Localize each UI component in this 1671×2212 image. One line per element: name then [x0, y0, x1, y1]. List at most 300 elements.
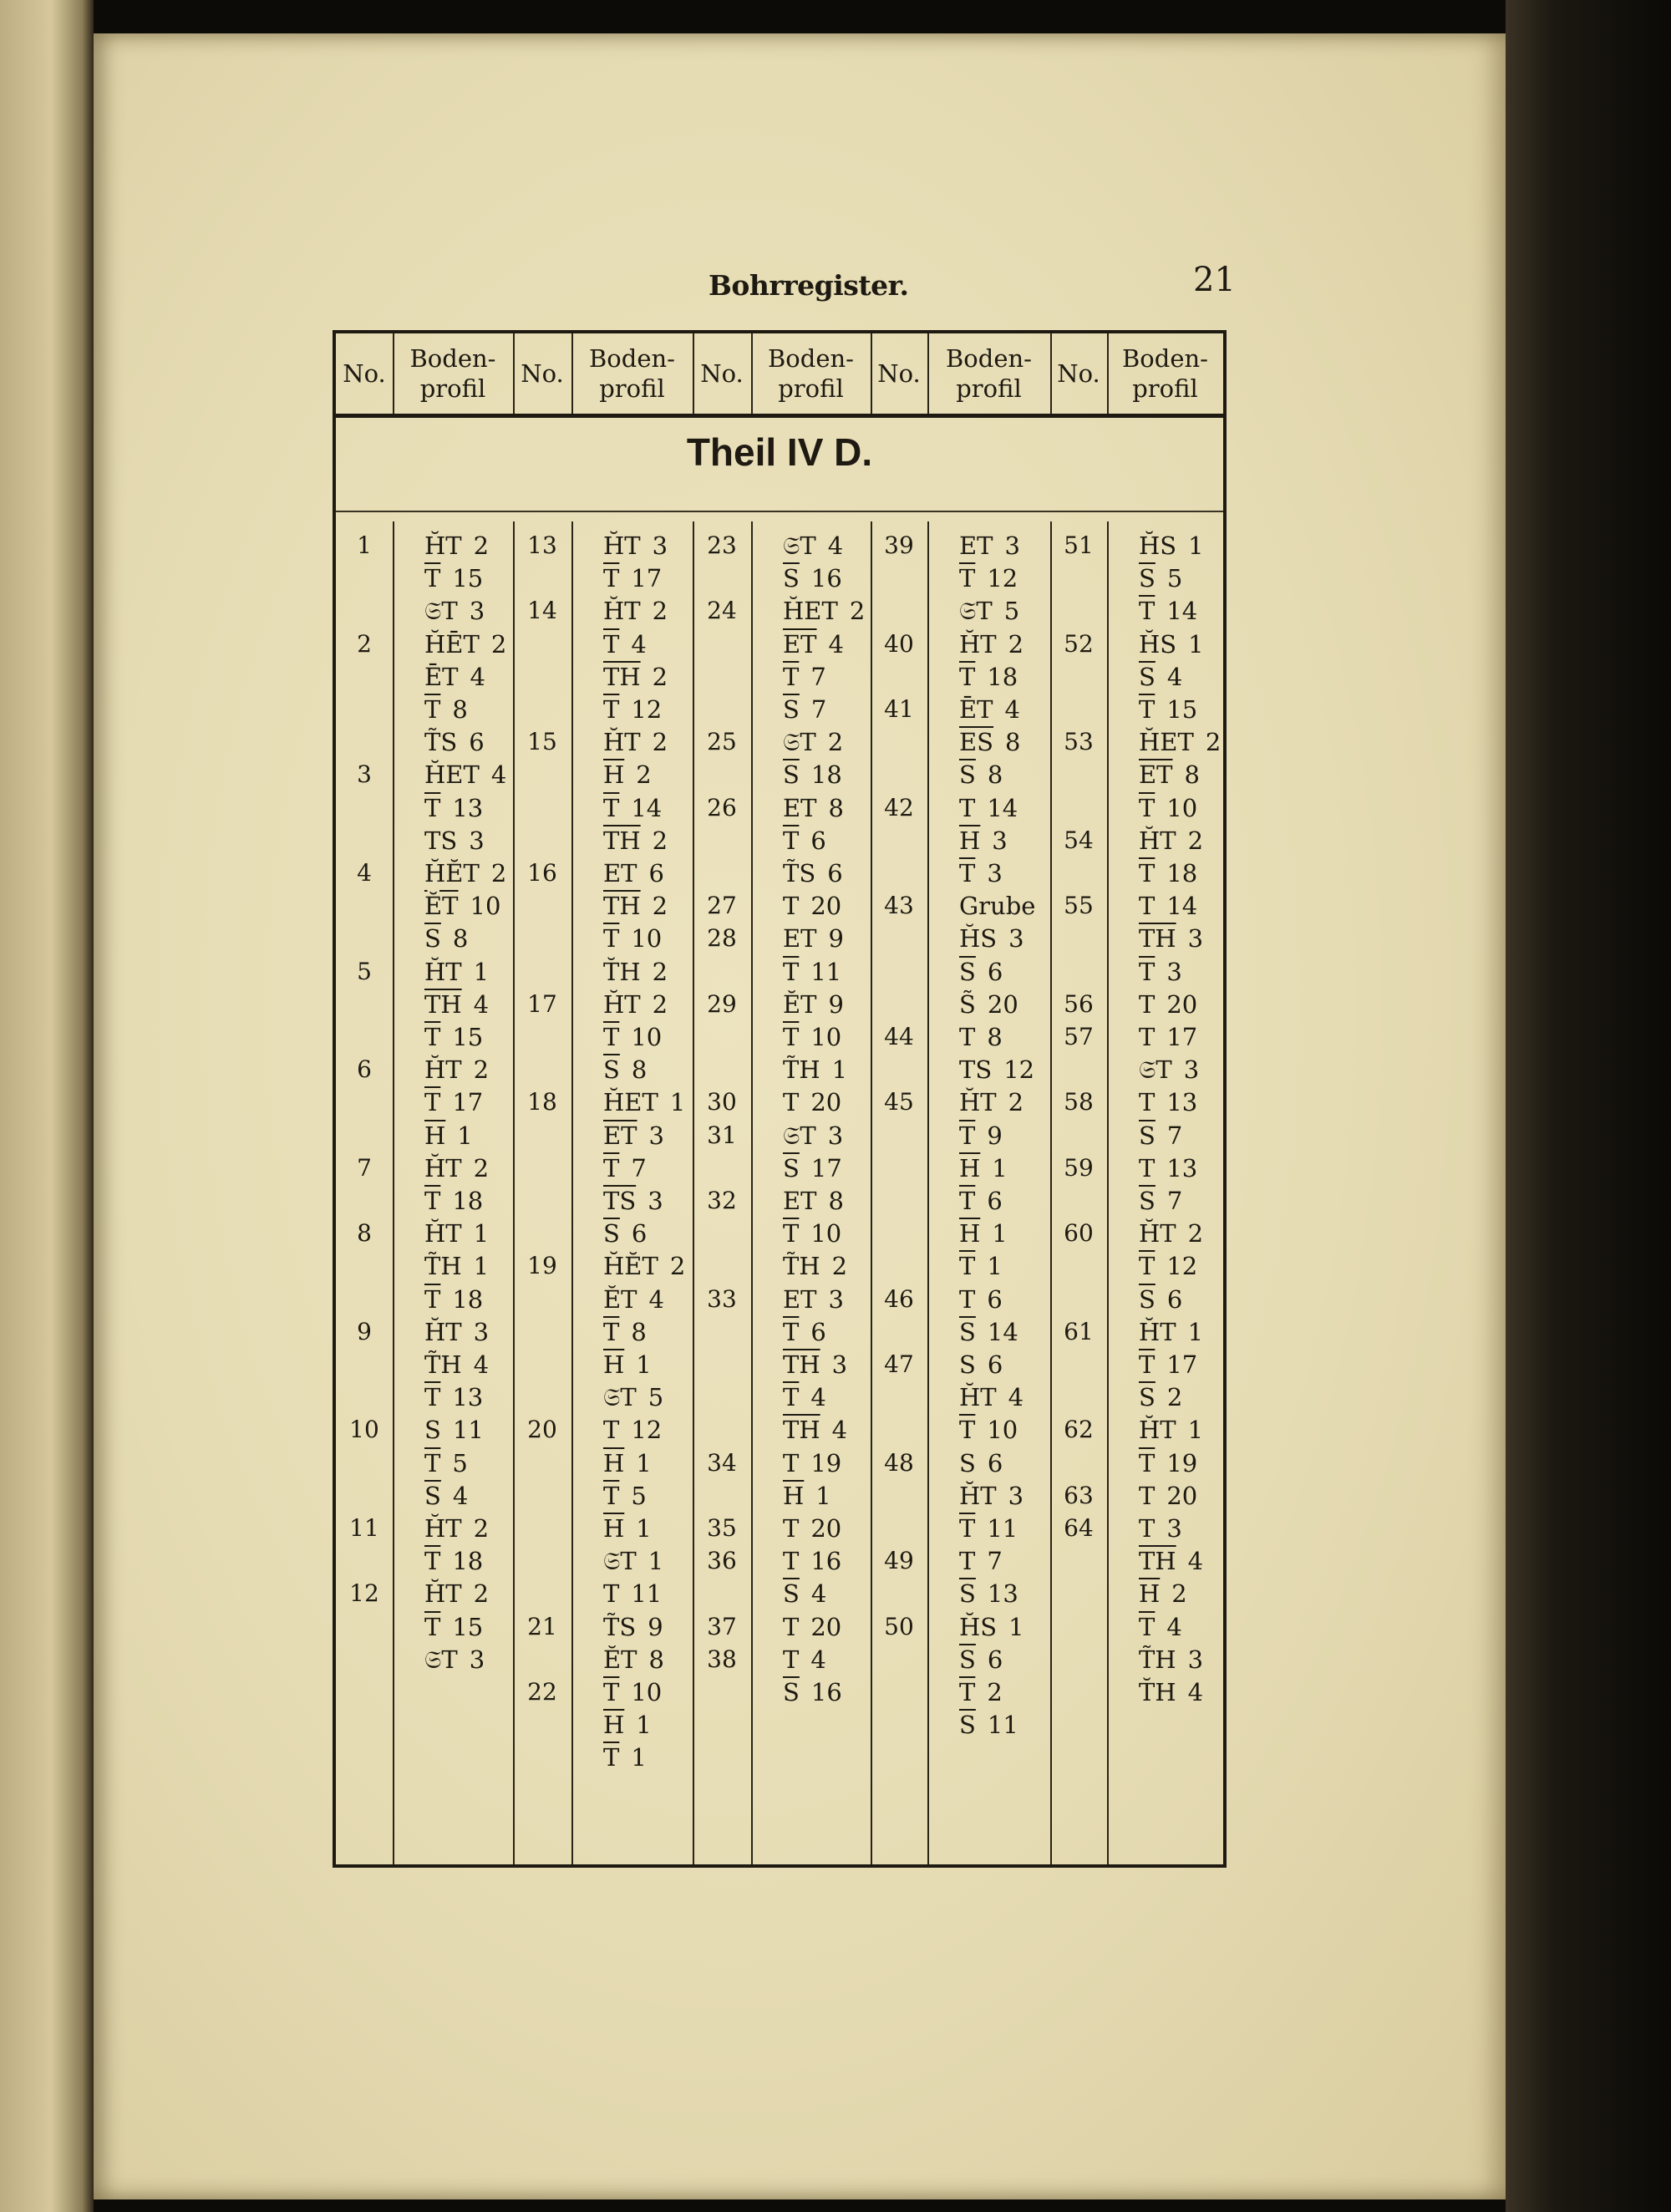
profile-symbol: $\overline{TS}$ — [603, 1187, 637, 1215]
profile-symbol: $\overline{H}$ — [959, 1219, 981, 1248]
profile-thickness: 18 — [452, 1547, 484, 1576]
profile-entry — [959, 564, 1018, 593]
body-group-rule — [513, 521, 515, 1864]
bore-number: 59 — [1064, 1153, 1094, 1182]
profile-thickness: 2 — [849, 597, 866, 626]
profile-entry — [424, 760, 507, 790]
profile-symbol: $\overline{S}$ — [1139, 1284, 1155, 1314]
profile-thickness: 3 — [1187, 924, 1204, 953]
profile-symbol: $\overline{T}$ — [783, 1023, 800, 1051]
profile-entry — [783, 629, 844, 659]
bore-number: 6 — [357, 1055, 372, 1084]
profile-symbol: $\overline{T}$ — [424, 793, 441, 822]
previous-page-edge — [0, 0, 94, 2212]
profile-thickness: 14 — [1166, 892, 1198, 921]
profile-entry — [424, 597, 485, 626]
bore-number: 56 — [1064, 989, 1094, 1018]
bore-number: 7 — [357, 1153, 372, 1182]
profile-symbol: $\overline{TH}$ — [603, 662, 641, 691]
profile-thickness: 2 — [652, 957, 668, 986]
profile-entry — [1139, 1549, 1203, 1574]
profile-entry — [1139, 1317, 1204, 1346]
profile-symbol: $\overline{T}$ — [959, 1121, 976, 1150]
profile-thickness: 2 — [1008, 629, 1024, 659]
header-bodenprofil: Boden- profil — [1122, 343, 1208, 403]
profile-symbol: H̆S — [1139, 629, 1177, 659]
profile-thickness: 6 — [987, 1448, 1003, 1477]
profile-entry — [783, 793, 844, 822]
profile-thickness: 14 — [631, 793, 663, 822]
bore-number: 9 — [357, 1317, 372, 1345]
profile-symbol: H̆T — [424, 1514, 462, 1543]
profile-thickness: 10 — [810, 1023, 842, 1051]
profile-symbol: $\overline{T}$ — [783, 1317, 800, 1346]
profile-symbol: $\overline{TH}$ — [603, 826, 641, 855]
profile-entry — [959, 760, 1003, 790]
profile-thickness: 2 — [490, 629, 507, 659]
profile-symbol: H̆T — [424, 1153, 462, 1182]
profile-symbol: T̆H — [603, 957, 641, 986]
profile-entry — [783, 695, 827, 724]
profile-entry — [783, 859, 843, 887]
profile-thickness: 4 — [810, 1645, 826, 1674]
profile-entry — [603, 1481, 647, 1510]
profile-entry — [783, 1254, 847, 1279]
profile-symbol: 𝔖T — [783, 531, 816, 560]
profile-entry — [424, 1645, 485, 1674]
profile-thickness: 5 — [1003, 597, 1020, 626]
profile-symbol: $\overline{T}$ — [959, 1252, 976, 1281]
profile-thickness: 10 — [470, 892, 501, 921]
bore-number: 42 — [884, 793, 914, 821]
profile-symbol: $\overline{ET}$ — [1139, 760, 1173, 790]
bore-number: 10 — [349, 1416, 379, 1444]
header-column-rule — [393, 333, 394, 414]
profile-entry — [783, 597, 866, 626]
profile-entry — [783, 1284, 844, 1314]
body-group-rule — [871, 521, 872, 1864]
profile-symbol: $\overline{S}$ — [424, 1481, 441, 1510]
bore-number: 16 — [527, 859, 557, 887]
profile-symbol: $\overline{H}$ — [959, 826, 981, 855]
profile-thickness: 2 — [652, 597, 668, 626]
profile-symbol: $\overline{T}$ — [603, 1317, 620, 1346]
profile-entry — [783, 564, 842, 593]
profile-thickness: 8 — [452, 924, 469, 953]
profile-symbol: H̆ĔT — [603, 1252, 658, 1281]
profile-symbol: $\overline{S}$ — [1139, 662, 1155, 691]
profile-entry — [959, 826, 1008, 855]
profile-entry — [424, 1121, 473, 1150]
profile-symbol: $\overline{TH}$ — [783, 1416, 820, 1445]
bore-number: 14 — [527, 597, 557, 625]
profile-entry — [1139, 1612, 1182, 1641]
profile-symbol: $\overline{T}$ — [1139, 695, 1155, 724]
profile-thickness: 14 — [987, 793, 1018, 822]
profile-entry — [603, 730, 668, 755]
profile-symbol: $\overline{T}$ — [783, 957, 800, 986]
profile-entry — [1139, 1350, 1198, 1379]
profile-entry — [1139, 564, 1183, 593]
bore-number: 48 — [884, 1448, 914, 1477]
profile-thickness: 13 — [1166, 1088, 1198, 1117]
table-header-row — [336, 333, 1223, 414]
profile-entry — [783, 1219, 842, 1248]
profile-entry — [959, 1088, 1024, 1117]
profile-entry — [783, 1350, 848, 1379]
profile-thickness: 6 — [987, 1187, 1003, 1215]
profile-entry — [603, 1317, 647, 1346]
profile-thickness: 8 — [1005, 728, 1021, 757]
body-group-rule — [1050, 521, 1052, 1864]
profile-symbol: H̆T — [424, 1579, 462, 1609]
profile-symbol: H̆ET — [1139, 728, 1194, 757]
profile-symbol: T — [959, 1023, 976, 1051]
profile-symbol: $\overline{ET}$ — [783, 629, 817, 659]
profile-symbol: $\overline{S}$ — [959, 1711, 976, 1740]
profile-symbol: H̆T — [1139, 1416, 1176, 1445]
profile-entry — [783, 1448, 842, 1477]
profile-entry — [783, 989, 844, 1019]
profile-entry — [603, 1612, 663, 1641]
profile-entry — [424, 892, 501, 921]
profile-entry — [424, 957, 490, 986]
profile-symbol: S — [959, 1448, 976, 1477]
profile-thickness: 10 — [631, 1023, 663, 1051]
profile-entry — [424, 730, 485, 755]
bore-number: 29 — [707, 989, 737, 1018]
profile-entry — [783, 1645, 826, 1674]
profile-symbol: H̆S — [959, 1612, 998, 1641]
profile-thickness: 2 — [827, 728, 844, 757]
profile-symbol: T — [783, 1645, 800, 1674]
bore-number: 24 — [707, 597, 737, 625]
bore-number: 43 — [884, 892, 914, 920]
profile-entry — [959, 957, 1003, 986]
profile-entry — [424, 1350, 490, 1379]
profile-thickness: 6 — [631, 1219, 648, 1248]
profile-thickness: 9 — [648, 1612, 663, 1641]
profile-entry — [783, 1153, 842, 1182]
profile-symbol: T — [1139, 1153, 1155, 1182]
profile-thickness: 6 — [987, 1284, 1003, 1314]
profile-thickness: 1 — [473, 957, 490, 986]
profile-symbol: H̆T — [959, 1088, 997, 1117]
profile-entry — [783, 826, 826, 855]
profile-entry — [603, 629, 647, 659]
profile-thickness: 4 — [1187, 1547, 1204, 1576]
bore-number: 51 — [1064, 531, 1094, 559]
profile-entry — [603, 1416, 663, 1445]
profile-thickness: 1 — [1188, 531, 1204, 560]
profile-thickness: 4 — [631, 629, 647, 659]
profile-symbol: T̃H — [424, 1252, 462, 1281]
profile-symbol: H̆T — [603, 728, 641, 757]
profile-thickness: 1 — [1187, 1416, 1204, 1445]
profile-thickness: 4 — [648, 1284, 664, 1314]
profile-thickness: 6 — [987, 1350, 1003, 1379]
profile-symbol: $\overline{ĔT}$ — [424, 892, 459, 921]
profile-entry — [603, 1254, 685, 1279]
profile-symbol: ET — [783, 793, 817, 822]
profile-thickness: 12 — [1003, 1055, 1035, 1085]
profile-symbol: $\overline{S}$ — [603, 1055, 620, 1085]
profile-entry — [603, 1088, 686, 1117]
profile-thickness: 8 — [987, 760, 1003, 790]
profile-entry — [783, 1121, 844, 1150]
profile-symbol: 𝔖T — [1139, 1055, 1172, 1085]
profile-entry — [603, 564, 663, 593]
profile-symbol: $\overline{T}$ — [603, 793, 620, 822]
bore-number: 37 — [707, 1612, 737, 1640]
profile-entry — [1139, 1383, 1183, 1412]
profile-entry — [959, 1317, 1018, 1346]
profile-entry — [783, 1189, 844, 1213]
profile-thickness: 20 — [810, 1088, 842, 1117]
bore-number: 32 — [707, 1187, 737, 1214]
profile-entry — [603, 1219, 648, 1248]
profile-thickness: 3 — [469, 597, 485, 626]
profile-thickness: 17 — [1166, 1023, 1198, 1051]
profile-symbol: H̆T — [1139, 1219, 1176, 1248]
profile-entry — [603, 760, 652, 790]
profile-thickness: 19 — [1166, 1448, 1198, 1477]
profile-symbol: $\overline{ES}$ — [959, 728, 994, 757]
profile-thickness: 6 — [987, 957, 1003, 986]
profile-symbol: H̆T — [424, 957, 462, 986]
bore-number: 49 — [884, 1547, 914, 1575]
profile-entry — [603, 1579, 663, 1609]
bore-number: 46 — [884, 1284, 914, 1313]
profile-entry — [1139, 859, 1198, 887]
profile-thickness: 4 — [1166, 662, 1183, 691]
bore-number: 26 — [707, 793, 737, 821]
header-bodenprofil: Boden- profil — [946, 343, 1032, 403]
profile-symbol: T — [603, 1579, 620, 1609]
profile-thickness: 13 — [1166, 1153, 1198, 1182]
profile-entry — [959, 1678, 1003, 1706]
profile-thickness: 20 — [1166, 989, 1198, 1019]
profile-entry — [424, 695, 468, 724]
profile-entry — [783, 1612, 842, 1641]
running-head: Bohrregister. — [709, 269, 909, 302]
profile-thickness: 17 — [452, 1088, 484, 1117]
profile-symbol: T̃H — [783, 1055, 820, 1085]
profile-symbol: T — [783, 1088, 800, 1117]
profile-symbol: $\overline{S}$ — [959, 957, 976, 986]
profile-thickness: 1 — [992, 1219, 1008, 1248]
section-title: Theil IV D. — [686, 430, 873, 474]
profile-thickness: 4 — [1004, 695, 1020, 724]
bore-number: 34 — [707, 1448, 737, 1477]
profile-entry — [783, 1055, 848, 1085]
profile-symbol: T — [959, 1547, 976, 1576]
profile-symbol: H̆T — [1139, 826, 1176, 855]
profile-entry — [603, 1383, 664, 1412]
profile-symbol: $\overline{T}$ — [959, 662, 976, 691]
profile-thickness: 1 — [987, 1252, 1003, 1281]
profile-entry — [959, 1383, 1024, 1412]
profile-entry — [783, 1514, 842, 1543]
profile-thickness: 5 — [648, 1383, 664, 1412]
profile-entry — [959, 695, 1020, 724]
body-group-rule — [693, 521, 694, 1864]
profile-thickness: 12 — [987, 564, 1018, 593]
profile-entry — [424, 1416, 484, 1445]
profile-symbol: $\overline{TH}$ — [1139, 924, 1176, 953]
header-group-rule — [513, 333, 515, 414]
bore-number: 36 — [707, 1547, 737, 1575]
profile-symbol: T̃H — [1139, 1645, 1176, 1674]
profile-thickness: 2 — [473, 531, 490, 560]
profile-symbol: $\overline{H}$ — [959, 1153, 981, 1182]
profile-symbol: $\overline{T}$ — [424, 1547, 441, 1576]
profile-thickness: 8 — [631, 1317, 647, 1346]
profile-entry — [959, 1121, 1003, 1150]
profile-symbol: $\overline{T}$ — [1139, 957, 1155, 986]
profile-entry — [1139, 1189, 1182, 1213]
profile-entry — [783, 892, 842, 921]
profile-entry — [783, 1678, 842, 1706]
profile-symbol: S — [424, 1416, 441, 1445]
profile-entry — [959, 1189, 1003, 1213]
profile-symbol: $\overline{T}$ — [603, 564, 620, 593]
profile-thickness: 5 — [452, 1448, 468, 1477]
profile-thickness: 4 — [1008, 1383, 1024, 1412]
profile-symbol: S̃ — [959, 989, 976, 1019]
profile-entry — [603, 892, 668, 921]
profile-symbol: $\overline{T}$ — [603, 1481, 620, 1510]
profile-symbol: T̃S — [783, 859, 816, 887]
profile-thickness: 8 — [987, 1023, 1003, 1051]
bore-number: 20 — [527, 1416, 557, 1444]
profile-symbol: H̆T — [959, 629, 997, 659]
profile-symbol: T̃S — [424, 728, 458, 757]
profile-symbol: ET — [783, 1284, 817, 1314]
profile-entry — [959, 1579, 1018, 1609]
profile-entry — [959, 662, 1018, 691]
profile-entry — [959, 892, 1036, 921]
profile-entry — [783, 957, 842, 986]
bore-number: 55 — [1064, 892, 1094, 920]
bore-number: 50 — [884, 1612, 914, 1640]
profile-thickness: 6 — [1166, 1284, 1183, 1314]
profile-entry — [959, 1514, 1018, 1543]
profile-symbol: $\overline{T}$ — [783, 662, 800, 691]
profile-entry — [424, 826, 485, 855]
profile-thickness: 1 — [631, 1743, 647, 1772]
profile-symbol: $\overline{TH}$ — [1139, 1547, 1176, 1576]
profile-entry — [603, 1711, 652, 1740]
profile-thickness: 15 — [452, 1023, 484, 1051]
profile-thickness: 2 — [652, 892, 668, 921]
profile-symbol: $\overline{T}$ — [424, 1023, 441, 1051]
profile-symbol: $\overline{T}$ — [424, 1284, 441, 1314]
profile-symbol: $\overline{T}$ — [1139, 1448, 1155, 1477]
profile-entry — [603, 1350, 652, 1379]
profile-thickness: 7 — [810, 695, 827, 724]
profile-thickness: 6 — [810, 1317, 826, 1346]
profile-entry — [1139, 730, 1221, 755]
profile-symbol: 𝔖T — [783, 728, 816, 757]
profile-entry — [424, 1481, 469, 1510]
bohrregister-table — [333, 330, 1227, 1868]
profile-thickness: 1 — [636, 1711, 652, 1740]
profile-thickness: 2 — [669, 1252, 686, 1281]
profile-entry — [783, 924, 844, 953]
profile-symbol: $\overline{T}$ — [424, 1088, 441, 1117]
profile-thickness: 1 — [636, 1514, 652, 1543]
bore-number: 45 — [884, 1088, 914, 1116]
profile-thickness: 17 — [810, 1153, 842, 1182]
profile-thickness: 3 — [1183, 1055, 1200, 1085]
profile-thickness: 4 — [828, 629, 844, 659]
profile-entry — [603, 1025, 662, 1050]
profile-entry — [959, 531, 1020, 560]
profile-thickness: 2 — [1171, 1579, 1187, 1609]
profile-thickness: 3 — [1166, 1514, 1182, 1543]
profile-symbol: $\overline{T}$ — [1139, 859, 1155, 887]
profile-symbol: 𝔖T — [603, 1547, 637, 1576]
profile-thickness: 2 — [652, 826, 668, 855]
profile-thickness: 9 — [828, 924, 844, 953]
profile-thickness: 18 — [452, 1187, 484, 1215]
profile-thickness: 3 — [1008, 1481, 1024, 1510]
bore-number: 1 — [357, 531, 372, 559]
profile-thickness: 3 — [987, 859, 1003, 887]
profile-thickness: 9 — [987, 1121, 1003, 1150]
profile-entry — [1139, 924, 1204, 953]
profile-thickness: 1 — [831, 1055, 848, 1085]
bore-number: 35 — [707, 1514, 737, 1542]
profile-thickness: 3 — [648, 1187, 663, 1215]
profile-entry — [603, 1743, 647, 1772]
profile-symbol: T — [603, 1416, 620, 1445]
bore-number: 27 — [707, 892, 737, 920]
header-bodenprofil: Boden- profil — [409, 343, 496, 403]
profile-thickness: 6 — [987, 1645, 1003, 1674]
profile-thickness: 4 — [470, 662, 485, 691]
profile-thickness: 2 — [831, 1252, 848, 1281]
profile-thickness: 2 — [473, 1514, 490, 1543]
profile-symbol: $\overline{S}$ — [783, 1153, 800, 1182]
profile-thickness: 1 — [473, 1252, 490, 1281]
profile-entry — [783, 531, 844, 560]
profile-entry — [783, 1481, 831, 1510]
profile-symbol: T̆H — [1139, 1678, 1176, 1706]
profile-entry — [783, 1025, 841, 1050]
profile-thickness: 18 — [810, 760, 842, 790]
bore-number: 15 — [527, 728, 557, 756]
profile-symbol: H̆ĒT — [424, 629, 480, 659]
profile-entry — [783, 730, 843, 755]
profile-thickness: 4 — [1187, 1678, 1204, 1706]
profile-thickness: 2 — [1205, 728, 1222, 757]
profile-entry — [424, 924, 469, 953]
bore-number: 54 — [1064, 826, 1094, 854]
profile-entry — [959, 629, 1024, 659]
profile-thickness: 2 — [473, 1579, 490, 1609]
profile-thickness: 3 — [992, 826, 1008, 855]
profile-symbol: ĒT — [424, 662, 459, 691]
profile-thickness: 3 — [1187, 1645, 1204, 1674]
profile-symbol: $\overline{S}$ — [1139, 1187, 1155, 1215]
profile-symbol: ET — [783, 924, 817, 953]
bore-number: 8 — [357, 1219, 372, 1248]
profile-symbol: H̆T — [424, 531, 462, 560]
profile-thickness: 6 — [827, 859, 843, 887]
profile-entry — [424, 1448, 468, 1477]
